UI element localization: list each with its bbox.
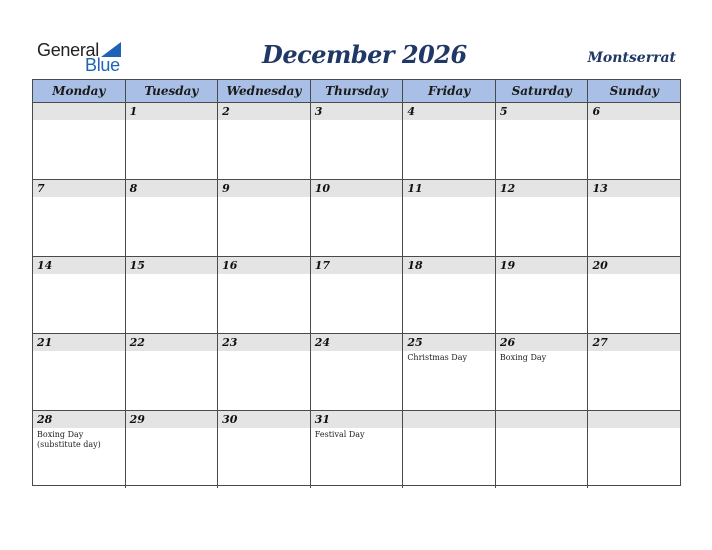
day-cell [311, 103, 404, 179]
day-cell [311, 257, 404, 333]
weekday-header: Wednesday [218, 80, 311, 102]
weekday-header: Friday [403, 80, 496, 102]
logo-text-general: General [37, 40, 99, 60]
day-cell [403, 257, 496, 333]
weekday-header-row [33, 80, 680, 103]
calendar-week-row [33, 180, 680, 257]
day-number: 24 [314, 336, 331, 349]
day-cell [311, 180, 404, 256]
day-number: 22 [129, 336, 145, 349]
day-number: 23 [222, 336, 238, 349]
day-cell [588, 257, 680, 333]
day-cell [588, 411, 680, 488]
day-cell [33, 334, 126, 410]
day-number: 10 [314, 182, 331, 195]
day-cell [126, 411, 219, 488]
holiday-label: Boxing Day (substitute day) [37, 430, 101, 449]
day-cell [126, 334, 219, 410]
day-number: 16 [222, 259, 238, 272]
day-cell [403, 103, 496, 179]
day-cell [126, 257, 219, 333]
day-cell [218, 334, 311, 410]
day-cell [218, 103, 311, 179]
day-number: 20 [592, 259, 608, 272]
generalblue-logo [37, 40, 127, 74]
day-cell [311, 411, 404, 488]
day-number: 21 [37, 336, 53, 349]
day-number: 11 [407, 182, 423, 195]
day-cell [33, 180, 126, 256]
day-number-band [588, 103, 680, 120]
day-cell [496, 180, 589, 256]
day-cell [218, 257, 311, 333]
weekday-header: Saturday [496, 80, 589, 102]
day-number: 19 [499, 259, 516, 272]
day-cell [496, 411, 589, 488]
day-number-band [403, 411, 495, 428]
day-cell [403, 411, 496, 488]
day-number: 27 [592, 336, 608, 349]
day-cell [126, 103, 219, 179]
day-number: 14 [37, 259, 53, 272]
day-cell [588, 180, 680, 256]
day-number: 25 [407, 336, 423, 349]
day-number-band [218, 180, 310, 197]
day-number-band [218, 103, 310, 120]
holiday-label: Boxing Day [499, 353, 547, 362]
day-number-band [126, 180, 218, 197]
day-number: 18 [407, 259, 423, 272]
weekday-header: Tuesday [126, 80, 219, 102]
calendar-grid [32, 79, 681, 486]
calendar-week-row [33, 411, 680, 488]
day-cell [496, 257, 589, 333]
day-number: 4 [407, 105, 415, 118]
day-cell [33, 411, 126, 488]
day-number: 3 [314, 105, 323, 118]
day-cell [496, 334, 589, 410]
day-cell [33, 103, 126, 179]
day-number: 17 [314, 259, 331, 272]
weekday-header: Monday [33, 80, 126, 102]
day-number: 13 [592, 182, 608, 195]
day-number: 30 [222, 413, 238, 426]
logo-text-blue: Blue [85, 55, 120, 75]
day-number-band [496, 103, 588, 120]
day-cell [311, 334, 404, 410]
weekday-header: Thursday [311, 80, 404, 102]
day-number-band [33, 103, 125, 120]
day-cell [588, 103, 680, 179]
day-number-band [126, 103, 218, 120]
holiday-label: Festival Day [314, 430, 365, 439]
holiday-label: Christmas Day [407, 353, 467, 362]
day-number: 5 [499, 105, 508, 118]
day-cell [496, 103, 589, 179]
day-cell [403, 180, 496, 256]
day-cell [403, 334, 496, 410]
calendar-week-row [33, 103, 680, 180]
day-number: 6 [592, 105, 601, 118]
day-number: 15 [129, 259, 145, 272]
day-number: 31 [314, 413, 331, 426]
day-number: 9 [222, 182, 230, 195]
day-number: 7 [37, 182, 45, 195]
day-number: 26 [499, 336, 516, 349]
day-cell [126, 180, 219, 256]
day-number-band [311, 103, 403, 120]
day-cell [33, 257, 126, 333]
day-number-band [403, 103, 495, 120]
day-number: 29 [129, 413, 145, 426]
day-number-band [496, 411, 588, 428]
calendar-title: December 2026 [262, 40, 467, 69]
calendar-week-row [33, 257, 680, 334]
day-number-band [588, 411, 680, 428]
day-cell [218, 411, 311, 488]
day-number-band [33, 180, 125, 197]
weekday-header: Sunday [609, 84, 659, 98]
day-number: 1 [129, 105, 138, 118]
calendar-week-row [33, 334, 680, 411]
country-name: Montserrat [587, 50, 676, 66]
day-number: 12 [499, 182, 516, 195]
day-number: 8 [129, 182, 138, 195]
day-cell [218, 180, 311, 256]
day-number: 28 [37, 413, 53, 426]
day-cell [588, 334, 680, 410]
day-number: 2 [222, 105, 230, 118]
